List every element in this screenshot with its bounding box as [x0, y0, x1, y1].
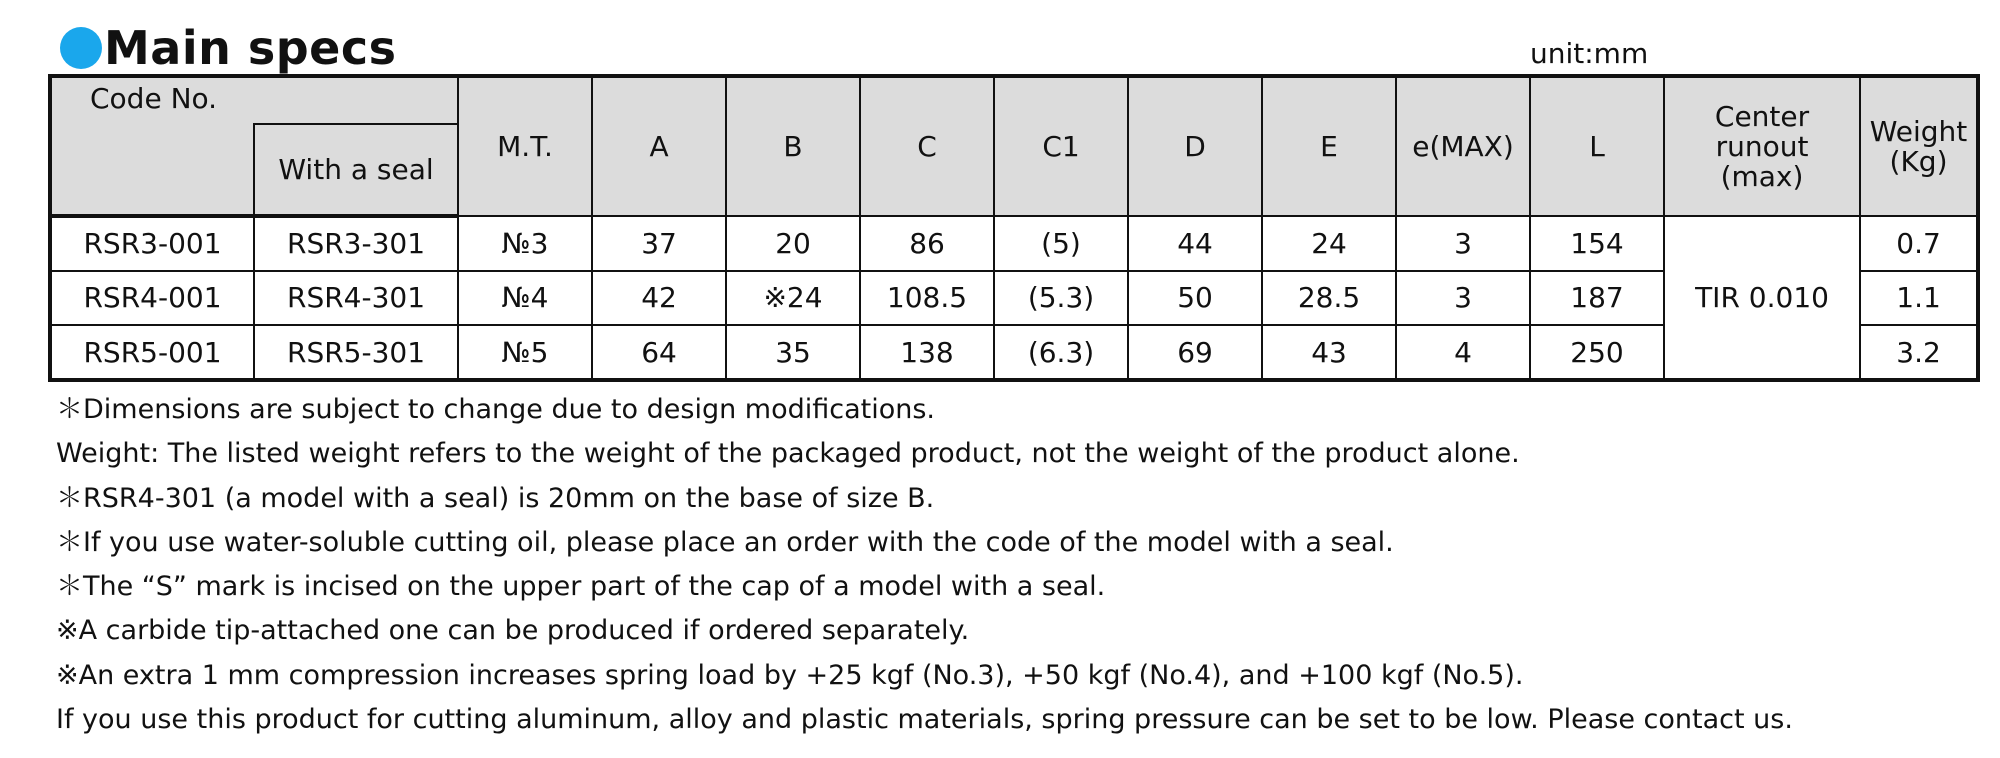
cell-c: 108.5 [860, 271, 994, 326]
header-e-max: e(MAX) [1396, 76, 1530, 216]
header-d: D [1128, 76, 1262, 216]
cell-mt: №5 [458, 325, 592, 380]
header-center-runout [1664, 76, 1860, 216]
header-with-seal: With a seal [254, 124, 458, 216]
note-item: If you use this product for cutting aluminum, alloy and plastic materials, spring pressure can be set to be low. Please contact us. [56, 704, 1793, 736]
title-bullet-icon [60, 27, 102, 69]
cell-weight: 1.1 [1860, 271, 1978, 326]
cell-b: 20 [726, 216, 860, 271]
cell-c1: (5.3) [994, 271, 1128, 326]
header-c: C [860, 76, 994, 216]
header-c1: C1 [994, 76, 1128, 216]
header-center-runout-line: runout [1715, 129, 1809, 163]
cell-a: 37 [592, 216, 726, 271]
header-b: B [726, 76, 860, 216]
cell-d: 44 [1128, 216, 1262, 271]
cell-with-seal: RSR5-301 [254, 325, 458, 380]
note-item: ※A carbide tip-attached one can be produced if ordered separately. [56, 615, 970, 647]
cell-weight: 3.2 [1860, 325, 1978, 380]
unit-label: unit:mm [1530, 37, 1649, 70]
cell-e-max: 4 [1396, 325, 1530, 380]
cell-d: 50 [1128, 271, 1262, 326]
cell-a: 64 [592, 325, 726, 380]
note-item: Weight: The listed weight refers to the weight of the packaged product, not the weight of the product alone. [56, 438, 1520, 470]
header-code-no-filler [50, 124, 254, 216]
header-l: L [1530, 76, 1664, 216]
cell-e-max: 3 [1396, 271, 1530, 326]
header-center-runout-line: Center [1714, 99, 1810, 133]
note-item: ＊If you use water-soluble cutting oil, please place an order with the code of the model with a seal. [56, 526, 1394, 558]
cell-l: 154 [1530, 216, 1664, 271]
note-item: ＊Dimensions are subject to change due to design modifications. [56, 394, 936, 425]
cell-a: 42 [592, 271, 726, 326]
cell-b: ※24 [726, 271, 860, 326]
header-e: E [1262, 76, 1396, 216]
cell-b: 35 [726, 325, 860, 380]
cell-mt: №3 [458, 216, 592, 271]
specs-table [48, 74, 1980, 382]
cell-l: 250 [1530, 325, 1664, 380]
header-a: A [592, 76, 726, 216]
cell-c: 138 [860, 325, 994, 380]
cell-c: 86 [860, 216, 994, 271]
header-code-no: Code No. [50, 76, 458, 124]
header-center-runout-line: (max) [1720, 159, 1804, 193]
cell-with-seal: RSR3-301 [254, 216, 458, 271]
note-item: ※An extra 1 mm compression increases spring load by +25 kgf (No.3), +50 kgf (No.4), and +100 kgf (No.5). [56, 659, 1524, 691]
cell-code-no: RSR4-001 [50, 271, 254, 326]
header-weight-line: (Kg) [1889, 144, 1948, 178]
cell-mt: №4 [458, 271, 592, 326]
note-item: ＊The “S” mark is incised on the upper part of the cap of a model with a seal. [56, 571, 1106, 603]
header-weight-line: Weight [1869, 114, 1968, 148]
cell-e: 43 [1262, 325, 1396, 380]
page-title: Main specs [104, 21, 397, 75]
cell-code-no: RSR3-001 [50, 216, 254, 271]
header-mt: M.T. [458, 76, 592, 216]
cell-code-no: RSR5-001 [50, 325, 254, 380]
cell-weight: 0.7 [1860, 216, 1978, 271]
cell-c1: (6.3) [994, 325, 1128, 380]
cell-e: 28.5 [1262, 271, 1396, 326]
table-row [50, 216, 1978, 271]
cell-center-runout: TIR 0.010 [1664, 216, 1860, 380]
cell-c1: (5) [994, 216, 1128, 271]
notes-list [56, 388, 1956, 742]
cell-e-max: 3 [1396, 216, 1530, 271]
cell-d: 69 [1128, 325, 1262, 380]
cell-with-seal: RSR4-301 [254, 271, 458, 326]
header-weight [1860, 76, 1978, 216]
cell-l: 187 [1530, 271, 1664, 326]
note-item: ＊RSR4-301 (a model with a seal) is 20mm on the base of size B. [56, 482, 935, 514]
cell-e: 24 [1262, 216, 1396, 271]
